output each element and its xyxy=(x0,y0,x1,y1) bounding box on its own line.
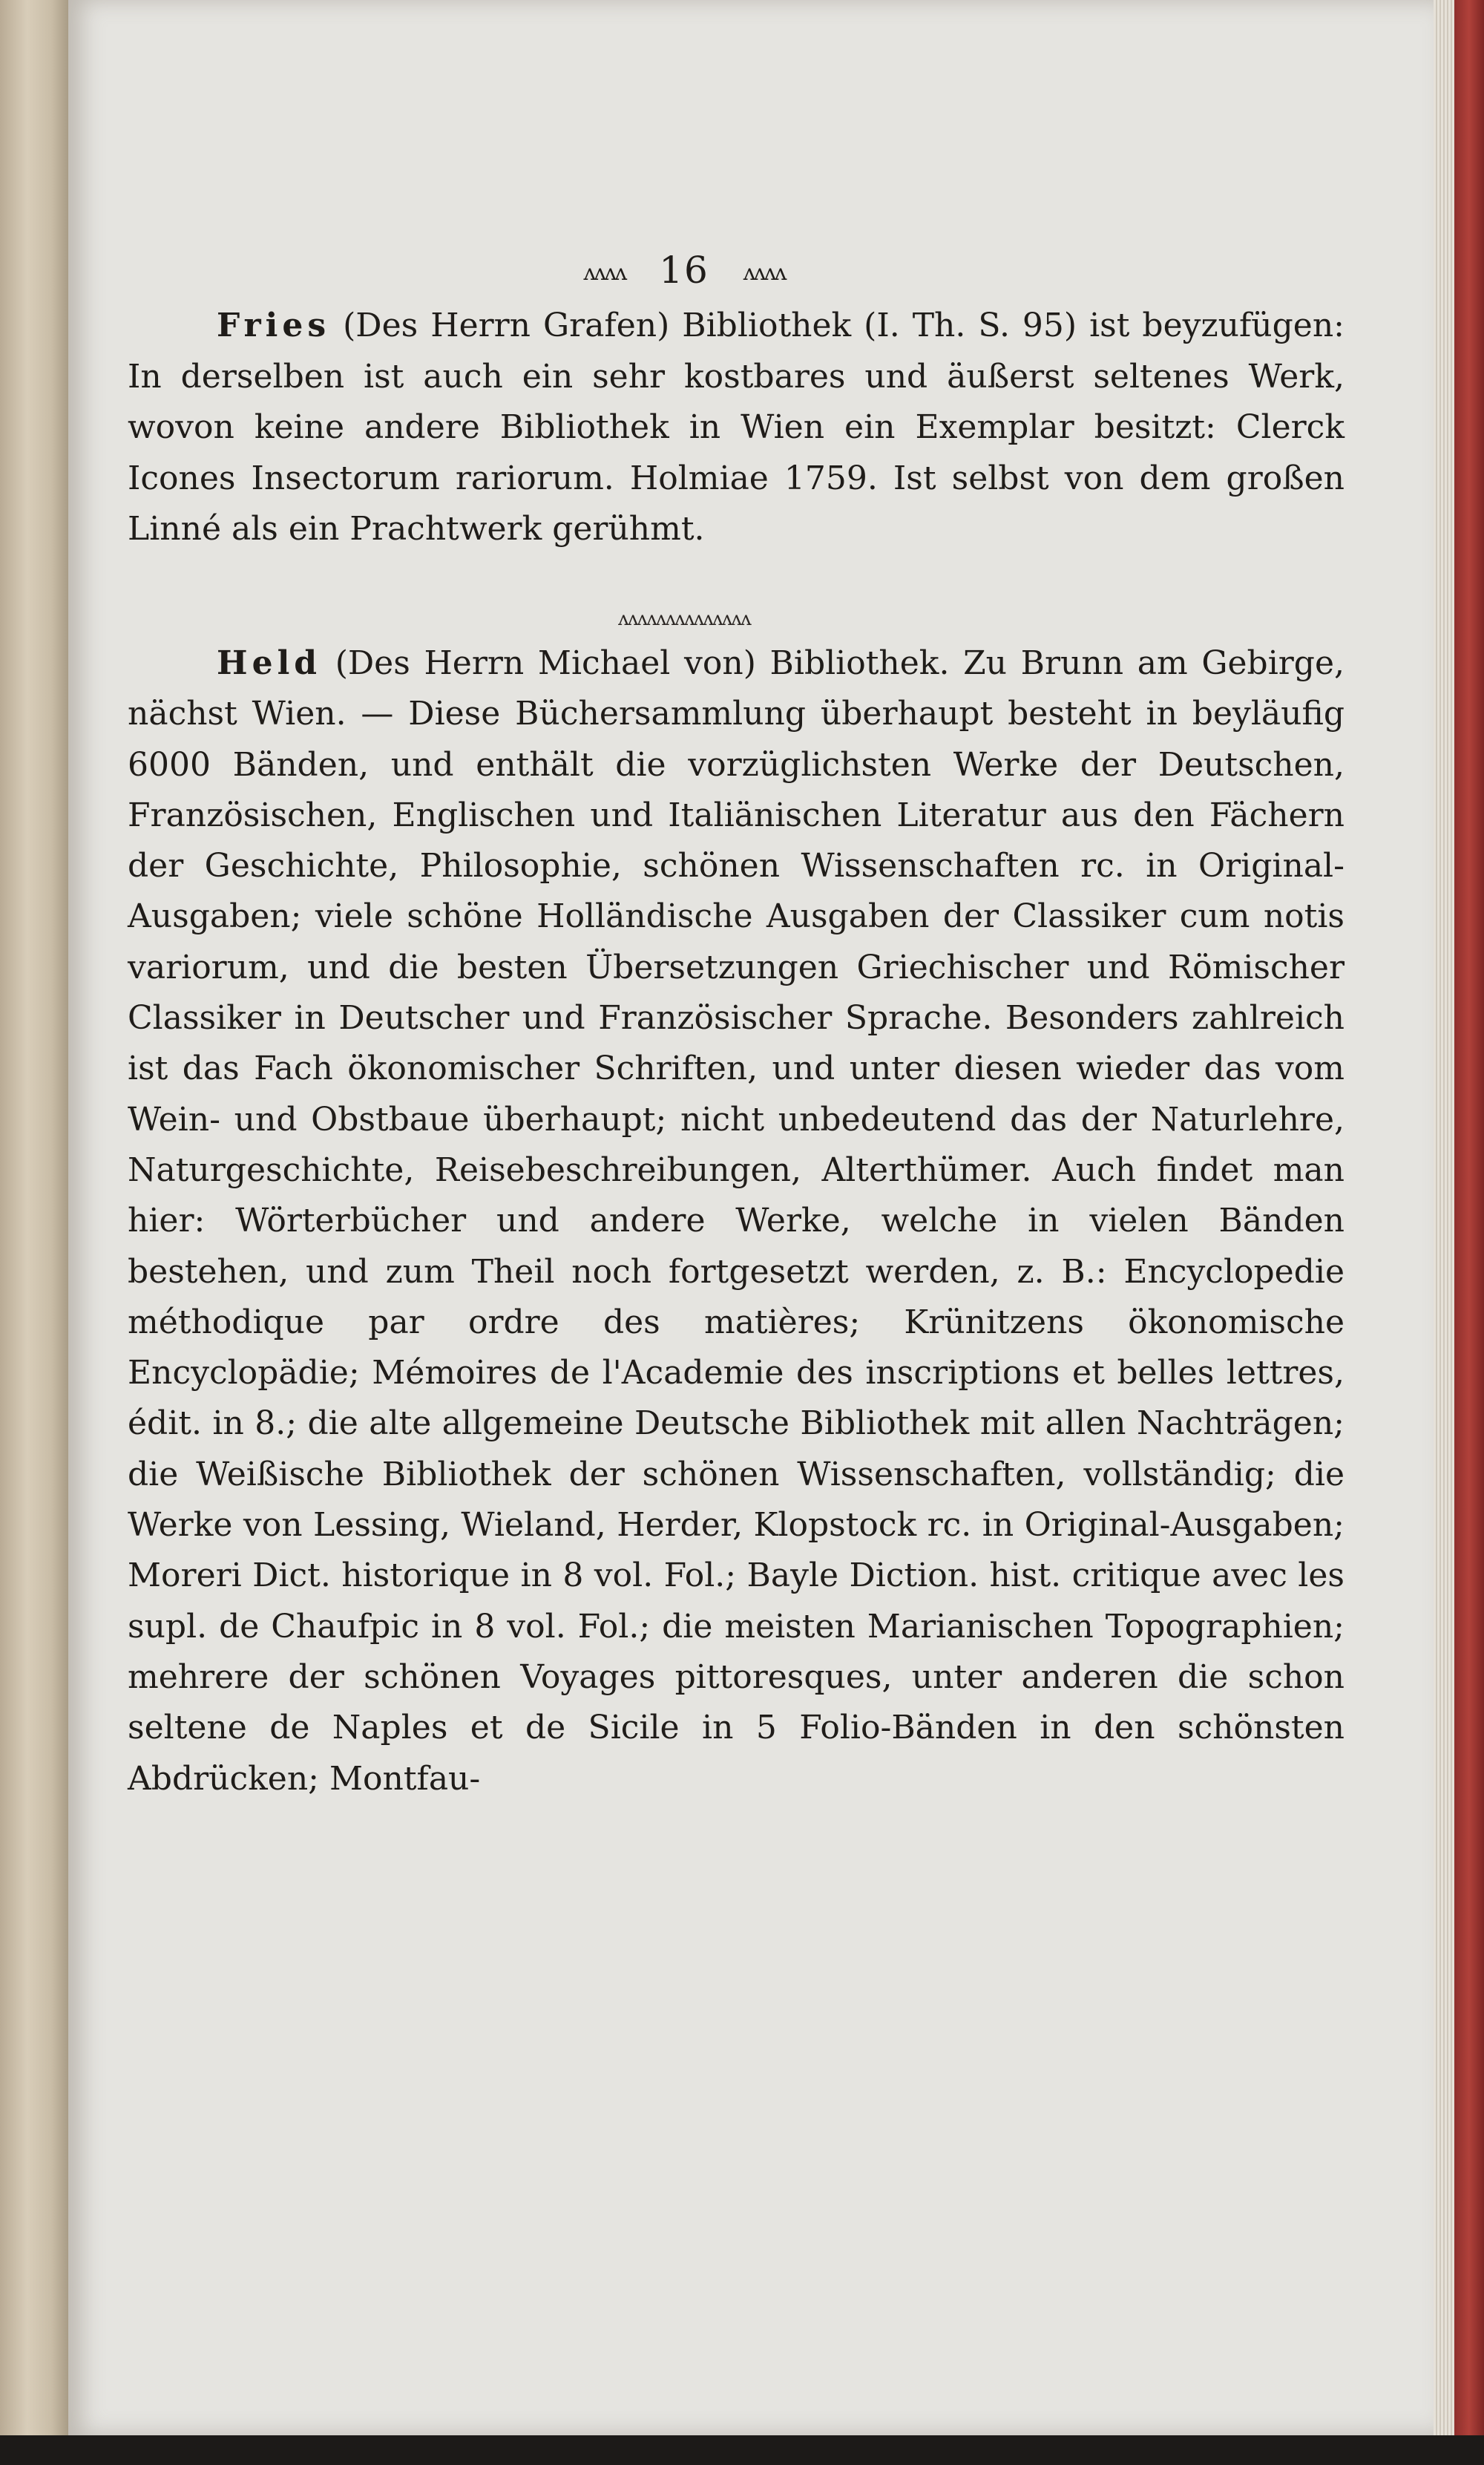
header-ornament-right: ᴧᴧᴧᴧ xyxy=(743,260,785,286)
book-page xyxy=(68,0,1434,2435)
entry-text: (Des Herrn Michael von) Bibliothek. Zu Brunn am Gebirge, nächst Wien. — Diese Büchersammlung überhaupt besteht in beyläufig 6000 Bänden, und enthält die vorzüglichsten Werke der Deutschen, Französischen, Englischen und Italiänischen Literatur aus den Fächern der Geschichte, Philosophie, schönen Wissenschaften rc. in Original-Ausgaben; viele schöne Holländische Ausgaben der Classiker cum notis variorum, und die besten Übersetzungen Griechischer und Römischer Classiker in Deutscher und Französischer Sprache. Besonders zahlreich ist das Fach ökonomischer Schriften, und unter diesen wieder das vom Wein- und Obstbaue überhaupt; nicht unbedeutend das der Naturlehre, Naturgeschichte, Reisebeschreibungen, Alterthümer. Auch findet man hier: Wörterbücher und andere Werke, welche in vielen Bänden bestehen, und zum Theil noch fortgesetzt werden, z. B.: Encyclopedie méthodique par ordre des matières; Krünitzens ökonomische Encyclopädie; Mémoires de l'Academie des inscriptions et belles lettres, édit. in 8.; die alte allgemeine Deutsche Bibliothek mit allen Nachträgen; die Weißische Bibliothek der schönen Wissenschaften, vollständig; die Werke von Lessing, Wieland, Herder, Klopstock rc. in Original-Ausgaben; Moreri Dict. historique in 8 vol. Fol.; Bayle Diction. hist. critique avec les supl. de Chaufpic in 8 vol. Fol.; die meisten Marianischen Topographien; mehrere der schönen Voyages pittoresques, unter anderen die schon seltene de Naples et de Sicile in 5 Folio-Bänden in den schönsten Abdrücken; Montfau- xyxy=(128,644,1345,1798)
entry-paragraph xyxy=(128,301,1345,555)
entry-fries xyxy=(128,301,1345,555)
entry-name: Fries xyxy=(217,307,331,344)
book-binding xyxy=(0,0,68,2465)
book-cover-edge xyxy=(1454,0,1484,2465)
scan-background xyxy=(0,2435,1484,2465)
entry-name: Held xyxy=(217,644,322,682)
page-header xyxy=(128,245,1241,298)
page-number: 16 xyxy=(659,249,709,292)
section-divider: ᴧᴧᴧᴧᴧᴧᴧᴧᴧᴧᴧᴧᴧᴧ xyxy=(618,608,750,630)
entry-text: (Des Herrn Grafen) Bibliothek (I. Th. S. 95) ist beyzufügen: In derselben ist auch ein sehr kostbares und äußerst seltenes Werk, wovon keine andere Bibliothek in Wien ein Exemplar besitzt: Clerck Icones Insectorum rariorum. Holmiae 1759. Ist selbst von dem großen Linné als ein Prachtwerk gerühmt. xyxy=(128,307,1345,548)
entry-held xyxy=(128,638,1345,1804)
header-ornament-left: ᴧᴧᴧᴧ xyxy=(583,260,626,286)
page-edges xyxy=(1434,0,1454,2465)
entry-paragraph xyxy=(128,638,1345,1804)
